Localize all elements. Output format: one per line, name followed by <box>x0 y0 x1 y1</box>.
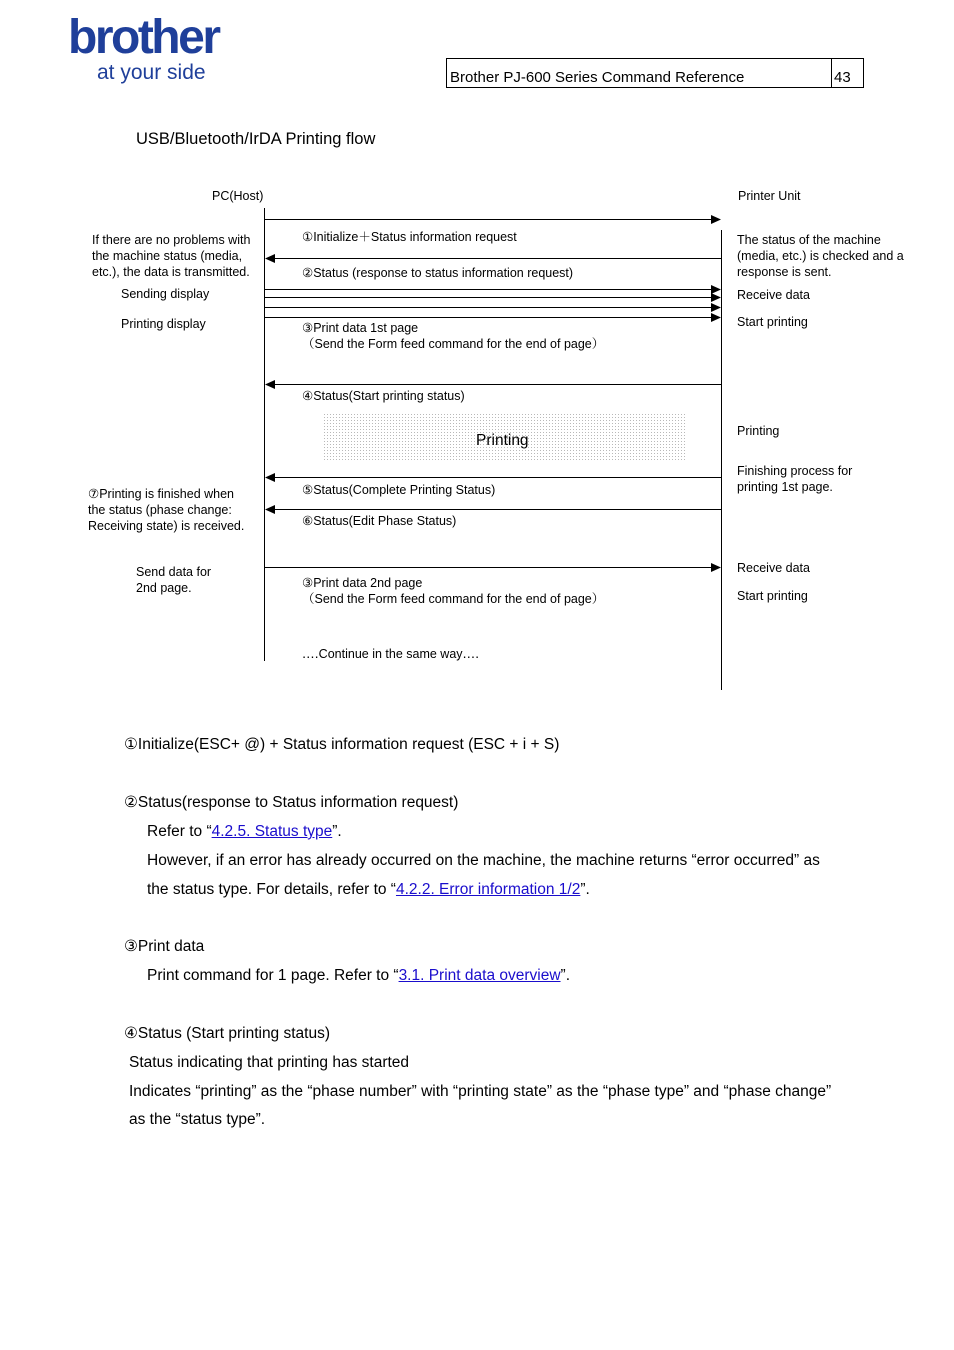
note-4-line2: Indicates “printing” as the “phase number” with “printing state” as the “phase type” and “phase change” <box>129 1083 832 1100</box>
message-3b-line1: ③Print data 2nd page <box>302 576 423 590</box>
message-6-label: ⑥Status(Edit Phase Status) <box>302 514 457 528</box>
arrow-1-right <box>265 215 721 224</box>
arrow-5-left <box>265 473 721 482</box>
message-4-label: ④Status(Start printing status) <box>302 389 465 403</box>
pc-host-label: PC(Host) <box>212 189 264 203</box>
printing-box-label: Printing <box>476 432 529 449</box>
printing-note: Printing <box>737 424 780 438</box>
note-3-text-pre: Print command for 1 page. Refer to “ <box>147 967 399 984</box>
message-3a-line1: ③Print data 1st page <box>302 321 419 335</box>
note-3-text-post: ”. <box>560 967 571 984</box>
printing-finished-note: ⑦Printing is finished when the status (phase change: Receiving state) is received. <box>88 487 245 533</box>
note-2-refer-pre: Refer to “ <box>147 823 212 840</box>
status-checked-note: The status of the machine (media, etc.) is checked and a response is sent. <box>737 233 904 279</box>
page-number: 43 <box>834 69 851 86</box>
receive-data-note-1: Receive data <box>737 288 810 302</box>
arrow-data-3 <box>265 303 721 312</box>
note-1-title: ①Initialize(ESC+ @) + Status information request (ESC + i + S) <box>124 736 560 753</box>
note-4-line1: Status indicating that printing has started <box>129 1054 410 1071</box>
doc-title: Brother PJ-600 Series Command Reference <box>450 69 745 86</box>
message-3a-line2: （Send the Form feed command for the end of page） <box>302 337 605 351</box>
start-printing-note-1: Start printing <box>737 315 808 329</box>
message-2-label: ②Status (response to status information request) <box>302 266 574 280</box>
message-3b-line2: （Send the Form feed command for the end of page） <box>302 592 605 606</box>
note-3-title: ③Print data <box>124 938 205 955</box>
note-4-line3: as the “status type”. <box>129 1111 266 1128</box>
brother-logo: brother <box>68 11 219 64</box>
no-problems-note: If there are no problems with the machine status (media, etc.), the data is transmitted. <box>92 233 251 279</box>
start-printing-note-2: Start printing <box>737 589 808 603</box>
sending-display-note: Sending display <box>121 287 210 301</box>
arrow-data-2 <box>265 293 721 302</box>
note-2-title: ②Status(response to Status information request) <box>124 794 459 811</box>
arrow-3b-right <box>265 563 721 572</box>
note-3-text <box>147 967 570 985</box>
printing-display-note: Printing display <box>121 317 206 331</box>
continue-label: ‥‥Continue in the same way‥‥ <box>302 647 480 661</box>
note-2-refer <box>147 823 342 841</box>
arrow-data-1 <box>265 285 721 294</box>
receive-data-note-2: Receive data <box>737 561 810 575</box>
note-2-refer-post: ”. <box>332 823 342 840</box>
status-type-link[interactable]: 4.2.5. Status type <box>211 823 333 840</box>
message-5-label: ⑤Status(Complete Printing Status) <box>302 483 496 497</box>
section-title: USB/Bluetooth/IrDA Printing flow <box>136 130 376 148</box>
message-1-label: ①Initialize＋Status information request <box>302 230 517 244</box>
print-data-overview-link[interactable]: 3.1. Print data overview <box>398 967 561 984</box>
finishing-process-note: Finishing process for printing 1st page. <box>737 464 853 494</box>
send-2nd-page-note: Send data for 2nd page. <box>136 565 212 595</box>
note-2-however: However, if an error has already occurred on the machine, the machine returns “error occurred” as <box>147 852 820 869</box>
arrow-2-left <box>265 254 721 263</box>
logo-tagline: at your side <box>97 61 206 84</box>
note-2-details-post: ”. <box>580 881 590 898</box>
error-information-link[interactable]: 4.2.2. Error information 1/2 <box>395 881 581 898</box>
note-2-details-pre: the status type. For details, refer to “ <box>147 881 396 898</box>
printer-unit-label: Printer Unit <box>738 189 801 203</box>
note-2-details <box>147 881 590 899</box>
note-4-title: ④Status (Start printing status) <box>124 1025 331 1042</box>
